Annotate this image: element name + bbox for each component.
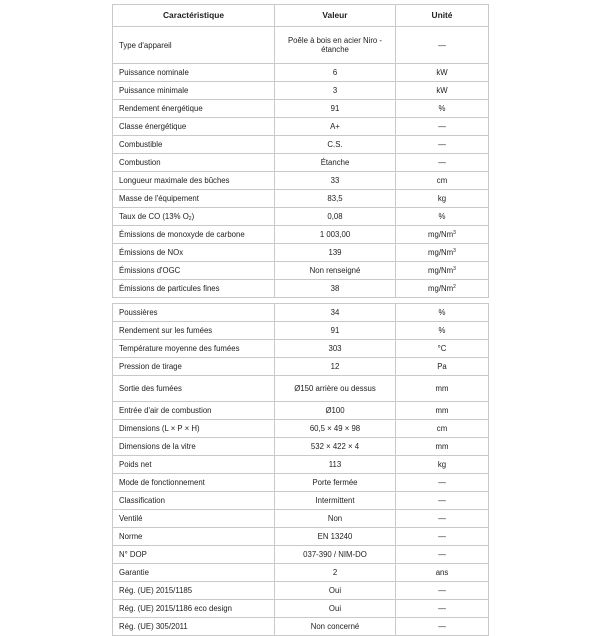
- table-row: [113, 564, 489, 582]
- row-unit: mg/Nm$^2$: [396, 280, 489, 298]
- row-value: A+: [275, 118, 396, 136]
- row-unit: kg: [396, 190, 489, 208]
- row-label: Émissions de NOx: [113, 244, 275, 262]
- row-label: Puissance minimale: [113, 82, 275, 100]
- table-row: [113, 280, 489, 298]
- header-unit: Unité: [396, 5, 489, 27]
- row-unit: mg/Nm$^3$: [396, 226, 489, 244]
- row-value: 139: [275, 244, 396, 262]
- table-row: [113, 100, 489, 118]
- table-row: [113, 226, 489, 244]
- table-row: [113, 492, 489, 510]
- table-row: [113, 118, 489, 136]
- row-label: Combustible: [113, 136, 275, 154]
- row-label: Sortie des fumées: [113, 376, 275, 402]
- row-value: 2: [275, 564, 396, 582]
- row-label: Taux de CO (13% $O_2$): [113, 208, 275, 226]
- row-label: Ventilé: [113, 510, 275, 528]
- table-row: [113, 136, 489, 154]
- row-unit: —: [396, 154, 489, 172]
- table-row: [113, 154, 489, 172]
- row-unit: kW: [396, 64, 489, 82]
- row-value: Oui: [275, 582, 396, 600]
- table-row: [113, 528, 489, 546]
- row-unit: cm: [396, 172, 489, 190]
- row-label: Dimensions de la vitre: [113, 438, 275, 456]
- table-row: [113, 64, 489, 82]
- row-unit: —: [396, 118, 489, 136]
- row-unit: %: [396, 304, 489, 322]
- row-label: Rég. (UE) 305/2011: [113, 618, 275, 636]
- row-label: Rég. (UE) 2015/1185: [113, 582, 275, 600]
- table-row: [113, 546, 489, 564]
- row-unit: kW: [396, 82, 489, 100]
- row-value: 33: [275, 172, 396, 190]
- table-row: [113, 208, 489, 226]
- row-label: Poids net: [113, 456, 275, 474]
- row-value: 303: [275, 340, 396, 358]
- row-unit: —: [396, 528, 489, 546]
- table-row: [113, 322, 489, 340]
- row-value: 037-390 / NIM-DO: [275, 546, 396, 564]
- row-value: 1 003,00: [275, 226, 396, 244]
- specification-table: [112, 4, 489, 636]
- table-row: [113, 376, 489, 402]
- row-value: 91: [275, 322, 396, 340]
- row-value: 34: [275, 304, 396, 322]
- row-unit: —: [396, 618, 489, 636]
- table-row: [113, 474, 489, 492]
- table-row: [113, 244, 489, 262]
- row-value: Non: [275, 510, 396, 528]
- row-unit: mg/Nm$^3$: [396, 244, 489, 262]
- row-unit: Pa: [396, 358, 489, 376]
- row-value: 532 × 422 × 4: [275, 438, 396, 456]
- row-unit: —: [396, 492, 489, 510]
- row-label: Combustion: [113, 154, 275, 172]
- table-row: [113, 438, 489, 456]
- row-label: Émissions de particules fines: [113, 280, 275, 298]
- row-unit: mm: [396, 376, 489, 402]
- table-row: [113, 358, 489, 376]
- row-value: Oui: [275, 600, 396, 618]
- table-row: [113, 420, 489, 438]
- table-row: [113, 262, 489, 280]
- row-value: Ø100: [275, 402, 396, 420]
- row-unit: —: [396, 136, 489, 154]
- table-row: [113, 172, 489, 190]
- row-label: Puissance nominale: [113, 64, 275, 82]
- row-value: Intermittent: [275, 492, 396, 510]
- row-value: 83,5: [275, 190, 396, 208]
- row-label: Rendement énergétique: [113, 100, 275, 118]
- row-value: 38: [275, 280, 396, 298]
- table-row: [113, 582, 489, 600]
- table-body: [113, 27, 489, 636]
- row-unit: cm: [396, 420, 489, 438]
- table-row: [113, 456, 489, 474]
- row-value: Poêle à bois en acier Niro - étanche: [275, 27, 396, 64]
- row-label: Mode de fonctionnement: [113, 474, 275, 492]
- row-label: Garantie: [113, 564, 275, 582]
- row-label: Pression de tirage: [113, 358, 275, 376]
- row-label: Type d'appareil: [113, 27, 275, 64]
- row-label: Rég. (UE) 2015/1186 eco design: [113, 600, 275, 618]
- row-label: Masse de l'équipement: [113, 190, 275, 208]
- table-row: [113, 618, 489, 636]
- row-unit: %: [396, 208, 489, 226]
- row-value: EN 13240: [275, 528, 396, 546]
- row-label: Poussières: [113, 304, 275, 322]
- table-row: [113, 340, 489, 358]
- row-value: 0,08: [275, 208, 396, 226]
- row-unit: mg/Nm$^3$: [396, 262, 489, 280]
- row-value: 3: [275, 82, 396, 100]
- table-row: [113, 304, 489, 322]
- row-unit: —: [396, 582, 489, 600]
- header-value: Valeur: [275, 5, 396, 27]
- row-unit: %: [396, 100, 489, 118]
- row-unit: —: [396, 600, 489, 618]
- row-value: Non concerné: [275, 618, 396, 636]
- row-unit: %: [396, 322, 489, 340]
- row-label: Émissions d'OGC: [113, 262, 275, 280]
- row-value: C.S.: [275, 136, 396, 154]
- row-value: 91: [275, 100, 396, 118]
- table-row: [113, 82, 489, 100]
- row-value: 12: [275, 358, 396, 376]
- row-unit: °C: [396, 340, 489, 358]
- row-unit: —: [396, 27, 489, 64]
- table-row: [113, 510, 489, 528]
- row-value: Non renseigné: [275, 262, 396, 280]
- row-label: Classification: [113, 492, 275, 510]
- table-row: [113, 190, 489, 208]
- row-label: Rendement sur les fumées: [113, 322, 275, 340]
- row-label: Émissions de monoxyde de carbone: [113, 226, 275, 244]
- row-unit: ans: [396, 564, 489, 582]
- row-value: 60,5 × 49 × 98: [275, 420, 396, 438]
- row-label: Entrée d'air de combustion: [113, 402, 275, 420]
- table-row: [113, 600, 489, 618]
- row-unit: —: [396, 546, 489, 564]
- row-label: N° DOP: [113, 546, 275, 564]
- table-row: [113, 27, 489, 64]
- row-unit: mm: [396, 438, 489, 456]
- row-label: Longueur maximale des bûches: [113, 172, 275, 190]
- table-header-row: [113, 5, 489, 27]
- row-unit: mm: [396, 402, 489, 420]
- row-value: 113: [275, 456, 396, 474]
- row-unit: —: [396, 510, 489, 528]
- row-value: Ø150 arrière ou dessus: [275, 376, 396, 402]
- row-unit: —: [396, 474, 489, 492]
- row-label: Dimensions (L × P × H): [113, 420, 275, 438]
- row-value: 6: [275, 64, 396, 82]
- header-characteristic: Caractéristique: [113, 5, 275, 27]
- row-label: Température moyenne des fumées: [113, 340, 275, 358]
- table-row: [113, 402, 489, 420]
- row-value: Porte fermée: [275, 474, 396, 492]
- row-label: Norme: [113, 528, 275, 546]
- row-unit: kg: [396, 456, 489, 474]
- row-label: Classe énergétique: [113, 118, 275, 136]
- row-value: Étanche: [275, 154, 396, 172]
